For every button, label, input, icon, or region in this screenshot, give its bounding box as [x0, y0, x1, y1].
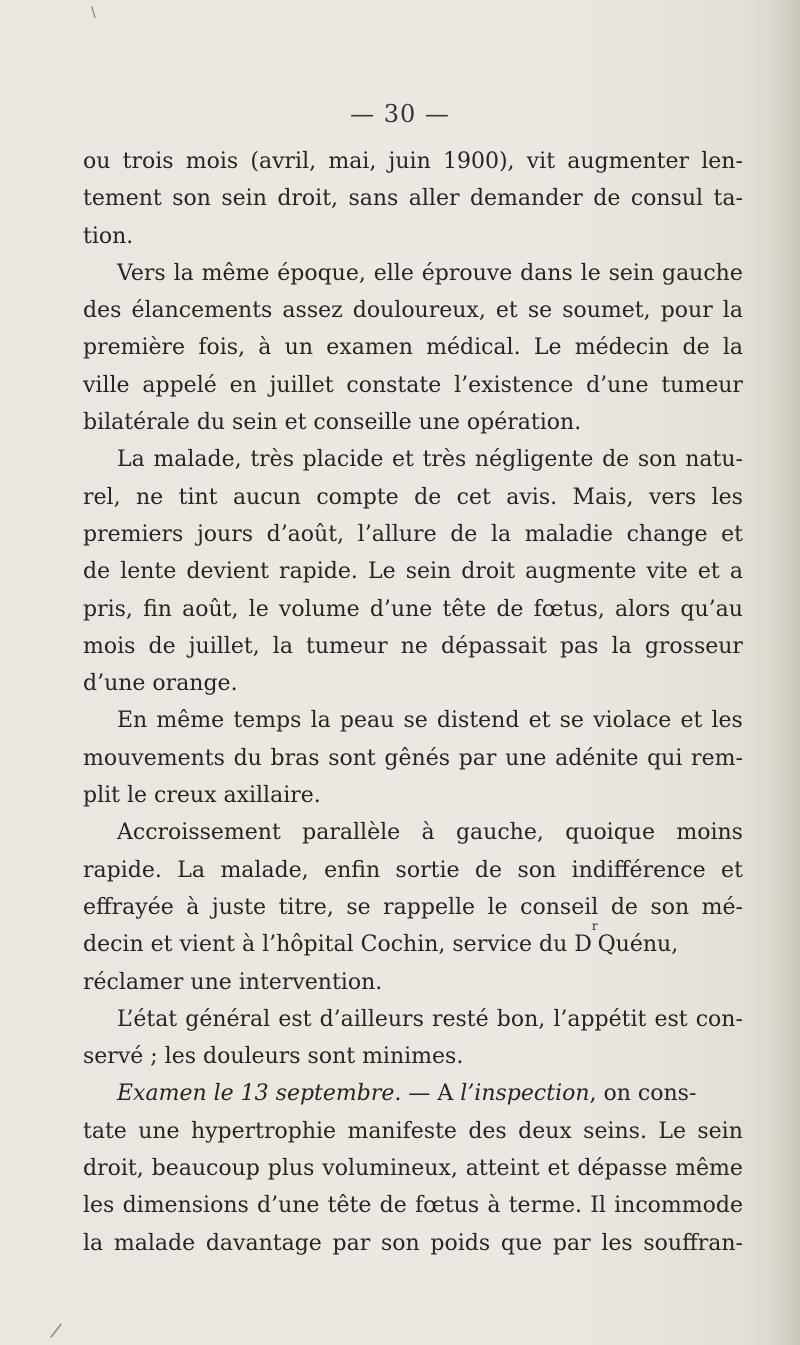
text-line: de lente devient rapide. Le sein droit augmente vite et a — [83, 559, 743, 585]
text-line: La malade, très placide et très négligente de son natu- — [117, 447, 743, 473]
text-fragment — [401, 1075, 408, 1112]
text-line: tion. — [83, 223, 134, 249]
text-line: les dimensions d’une tête de fœtus à terme. Il incommode — [83, 1193, 743, 1219]
text-line: servé ; les douleurs sont minimes. — [83, 1044, 464, 1070]
text-fragment — [453, 1075, 460, 1112]
text-line — [83, 919, 743, 963]
text-line: effrayée à juste titre, se rappelle le conseil de son mé- — [83, 894, 743, 920]
text-line: tate une hypertrophie manifeste des deux seins. Le sein — [83, 1118, 743, 1144]
text-line: Accroissement parallèle à gauche, quoique moins — [117, 820, 743, 846]
text-line: tement son sein droit, sans aller demander de consul ta- — [83, 186, 743, 212]
text-line: ou trois mois (avril, mai, juin 1900), vit augmenter len- — [83, 149, 743, 174]
text-line: rapide. La malade, enfin sortie de son indifférence et — [83, 857, 743, 883]
exam-heading: Examen le 13 septembre. — [117, 1081, 402, 1107]
text-fragment: Quénu, — [597, 932, 679, 958]
text-line: mouvements du bras sont gênés par une adénite qui rem- — [83, 745, 743, 771]
text-line: bilatérale du sein et conseille une opération. — [83, 410, 582, 436]
text-line — [83, 1075, 743, 1112]
text-line: En même temps la peau se distend et se violace et les — [117, 708, 743, 734]
text-line: d’une orange. — [83, 671, 238, 697]
text-line: plit le creux axillaire. — [83, 783, 321, 809]
text-line: premiers jours d’août, l’allure de la maladie change et — [83, 521, 743, 547]
text-line: L’état général est d’ailleurs resté bon, l’appétit est con- — [117, 1006, 743, 1032]
page-number: — 30 — — [350, 100, 450, 128]
text-line: ville appelé en juillet constate l’existence d’une tumeur — [83, 372, 743, 398]
bottom-margin-mark: / — [49, 1317, 64, 1343]
top-margin-mark: \ — [91, 5, 96, 21]
text-line: droit, beaucoup plus volumineux, atteint et dépasse même — [83, 1156, 743, 1182]
text-line: pris, fin août, le volume d’une tête de fœtus, alors qu’au — [83, 596, 743, 622]
text-fragment: — A — [408, 1081, 454, 1107]
text-line: des élancements assez douloureux, et se soumet, pour la — [83, 298, 743, 324]
text-line: Vers la même époque, elle éprouve dans le sein gauche — [117, 260, 743, 286]
text-fragment: decin et vient à l’hôpital Cochin, service du D — [83, 932, 592, 958]
text-line: première fois, à un examen médical. Le médecin de la — [83, 335, 743, 361]
body-text — [83, 143, 743, 1262]
superscript: r — [591, 919, 598, 934]
text-fragment: , on cons- — [589, 1081, 697, 1107]
italic-term: l’inspection — [460, 1081, 590, 1107]
text-line: réclamer une intervention. — [83, 969, 383, 995]
page-edge-shadow — [770, 0, 800, 1345]
text-line: rel, ne tint aucun compte de cet avis. Mais, vers les — [83, 484, 743, 510]
text-line: mois de juillet, la tumeur ne dépassait pas la grosseur — [83, 633, 743, 659]
text-line: la malade davantage par son poids que par les souffran- — [83, 1230, 743, 1256]
